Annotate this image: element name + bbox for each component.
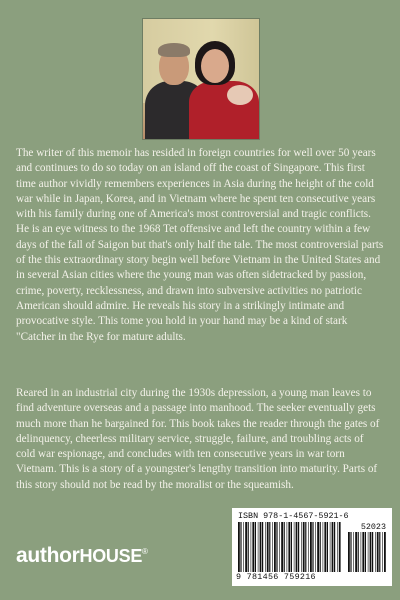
barcode-stripe bbox=[258, 522, 259, 572]
barcode-stripe bbox=[320, 522, 321, 572]
photo-baby bbox=[227, 85, 253, 105]
barcode-stripe bbox=[324, 522, 326, 572]
barcode-stripe bbox=[348, 532, 350, 572]
barcode-stripe bbox=[312, 522, 313, 572]
barcode-stripe bbox=[384, 532, 386, 572]
barcode-stripe bbox=[382, 532, 383, 572]
barcode-stripe bbox=[294, 522, 295, 572]
barcode-stripe bbox=[243, 522, 244, 572]
isbn-label: ISBN 978-1-4567-5921-6 bbox=[238, 511, 349, 521]
barcode-stripe bbox=[365, 532, 366, 572]
barcode-stripe bbox=[305, 522, 306, 572]
blurb-paragraph-1: The writer of this memoir has resided in foreign countries for well over 50 years and continues to do so today on an island off the coast of Singapore. This first time author vividly remembers experiences in Asia during the height of the cold war while in Japan, Korea, and in Vietnam where he spent ten consecutive years with his family during one of America's most controversial and tragic conflicts. He is an eye witness to the 1968 Tet offensive and left the country within a few days of the fall of Saigon but that's only half the tale. The most controversial parts of the this extraordinary story begin well before Vietnam in the United States and in several Asian cities where the young man was often sidetracked by passion, crime, poverty, recklessness, and drawn into subversive activities no patriotic American should admire. He reveals his story in a strikingly intimate and provocative style. This tome you hold in your hand may be a kind of stark "Catcher in the Rye for mature adults. bbox=[16, 147, 384, 343]
barcode-stripe bbox=[339, 522, 341, 572]
barcode-stripe bbox=[248, 522, 249, 572]
barcode-stripe bbox=[308, 522, 309, 572]
barcode-digits: 9 781456 759216 bbox=[236, 572, 316, 582]
barcode-stripe bbox=[288, 522, 290, 572]
barcode-stripe bbox=[355, 532, 357, 572]
barcode-stripe bbox=[303, 522, 305, 572]
blurb-paragraph-2: Reared in an industrial city during the 1930s depression, a young man leaves to find adventure overseas and a passage into manhood. The seeker eventually gets much more than he bargained for. This book takes the reader through the gates of delinquency, cheerless military service, struggle, failure, and troubling acts of cold war espionage, and concludes with ten consecutive years in war torn Vietnam. This is a story of a youngster's lengthy transition into maturity. Parts of this story should not be read by the moralist or the squeamish. bbox=[16, 387, 380, 491]
barcode-stripe bbox=[379, 532, 380, 572]
barcode-stripe bbox=[279, 522, 280, 572]
barcode-stripe bbox=[260, 522, 262, 572]
publisher-logo-part-1: author bbox=[16, 544, 80, 567]
photo-man-hair bbox=[158, 43, 190, 57]
barcode-stripe bbox=[361, 532, 362, 572]
barcode-stripe bbox=[274, 522, 276, 572]
barcode-stripe bbox=[284, 522, 285, 572]
barcode-stripe bbox=[255, 522, 256, 572]
barcode-panel bbox=[232, 508, 392, 586]
barcode-stripe bbox=[281, 522, 283, 572]
price-barcode bbox=[348, 532, 386, 572]
barcode-stripe bbox=[327, 522, 328, 572]
barcode-stripe bbox=[370, 532, 372, 572]
price-code: 52023 bbox=[360, 522, 386, 532]
barcode-stripe bbox=[245, 522, 247, 572]
barcode-stripe bbox=[350, 532, 351, 572]
barcode-stripe bbox=[267, 522, 269, 572]
barcode-stripe bbox=[252, 522, 254, 572]
barcode-stripe bbox=[377, 532, 379, 572]
barcode-stripe bbox=[368, 532, 369, 572]
barcode-stripe bbox=[276, 522, 277, 572]
photo-woman-face bbox=[201, 49, 229, 83]
barcode-stripe bbox=[251, 522, 252, 572]
barcode-stripe bbox=[353, 532, 354, 572]
barcode-stripe bbox=[315, 522, 316, 572]
barcode-stripe bbox=[362, 532, 364, 572]
barcode-stripe bbox=[238, 522, 240, 572]
barcode-stripe bbox=[272, 522, 273, 572]
barcode-stripe bbox=[310, 522, 312, 572]
author-photo bbox=[142, 18, 260, 140]
barcode-stripe bbox=[287, 522, 288, 572]
barcode-stripe bbox=[317, 522, 319, 572]
barcode-stripe bbox=[240, 522, 241, 572]
barcode-stripe bbox=[291, 522, 292, 572]
barcode-stripe bbox=[298, 522, 299, 572]
barcode-stripe bbox=[301, 522, 302, 572]
barcode-stripe bbox=[262, 522, 263, 572]
publisher-logo-part-2: HOUSE bbox=[79, 546, 143, 566]
registered-mark: ® bbox=[142, 547, 148, 556]
barcode-stripe bbox=[269, 522, 270, 572]
barcode-stripe bbox=[332, 522, 334, 572]
barcode-stripe bbox=[296, 522, 298, 572]
barcode-stripe bbox=[265, 522, 266, 572]
isbn-barcode bbox=[238, 522, 342, 572]
barcode-stripe bbox=[323, 522, 324, 572]
publisher-logo bbox=[16, 544, 148, 568]
barcode-stripe bbox=[358, 532, 359, 572]
barcode-stripe bbox=[372, 532, 373, 572]
barcode-stripe bbox=[375, 532, 376, 572]
barcode-stripe bbox=[330, 522, 331, 572]
barcode-stripe bbox=[337, 522, 338, 572]
barcode-stripe bbox=[334, 522, 335, 572]
